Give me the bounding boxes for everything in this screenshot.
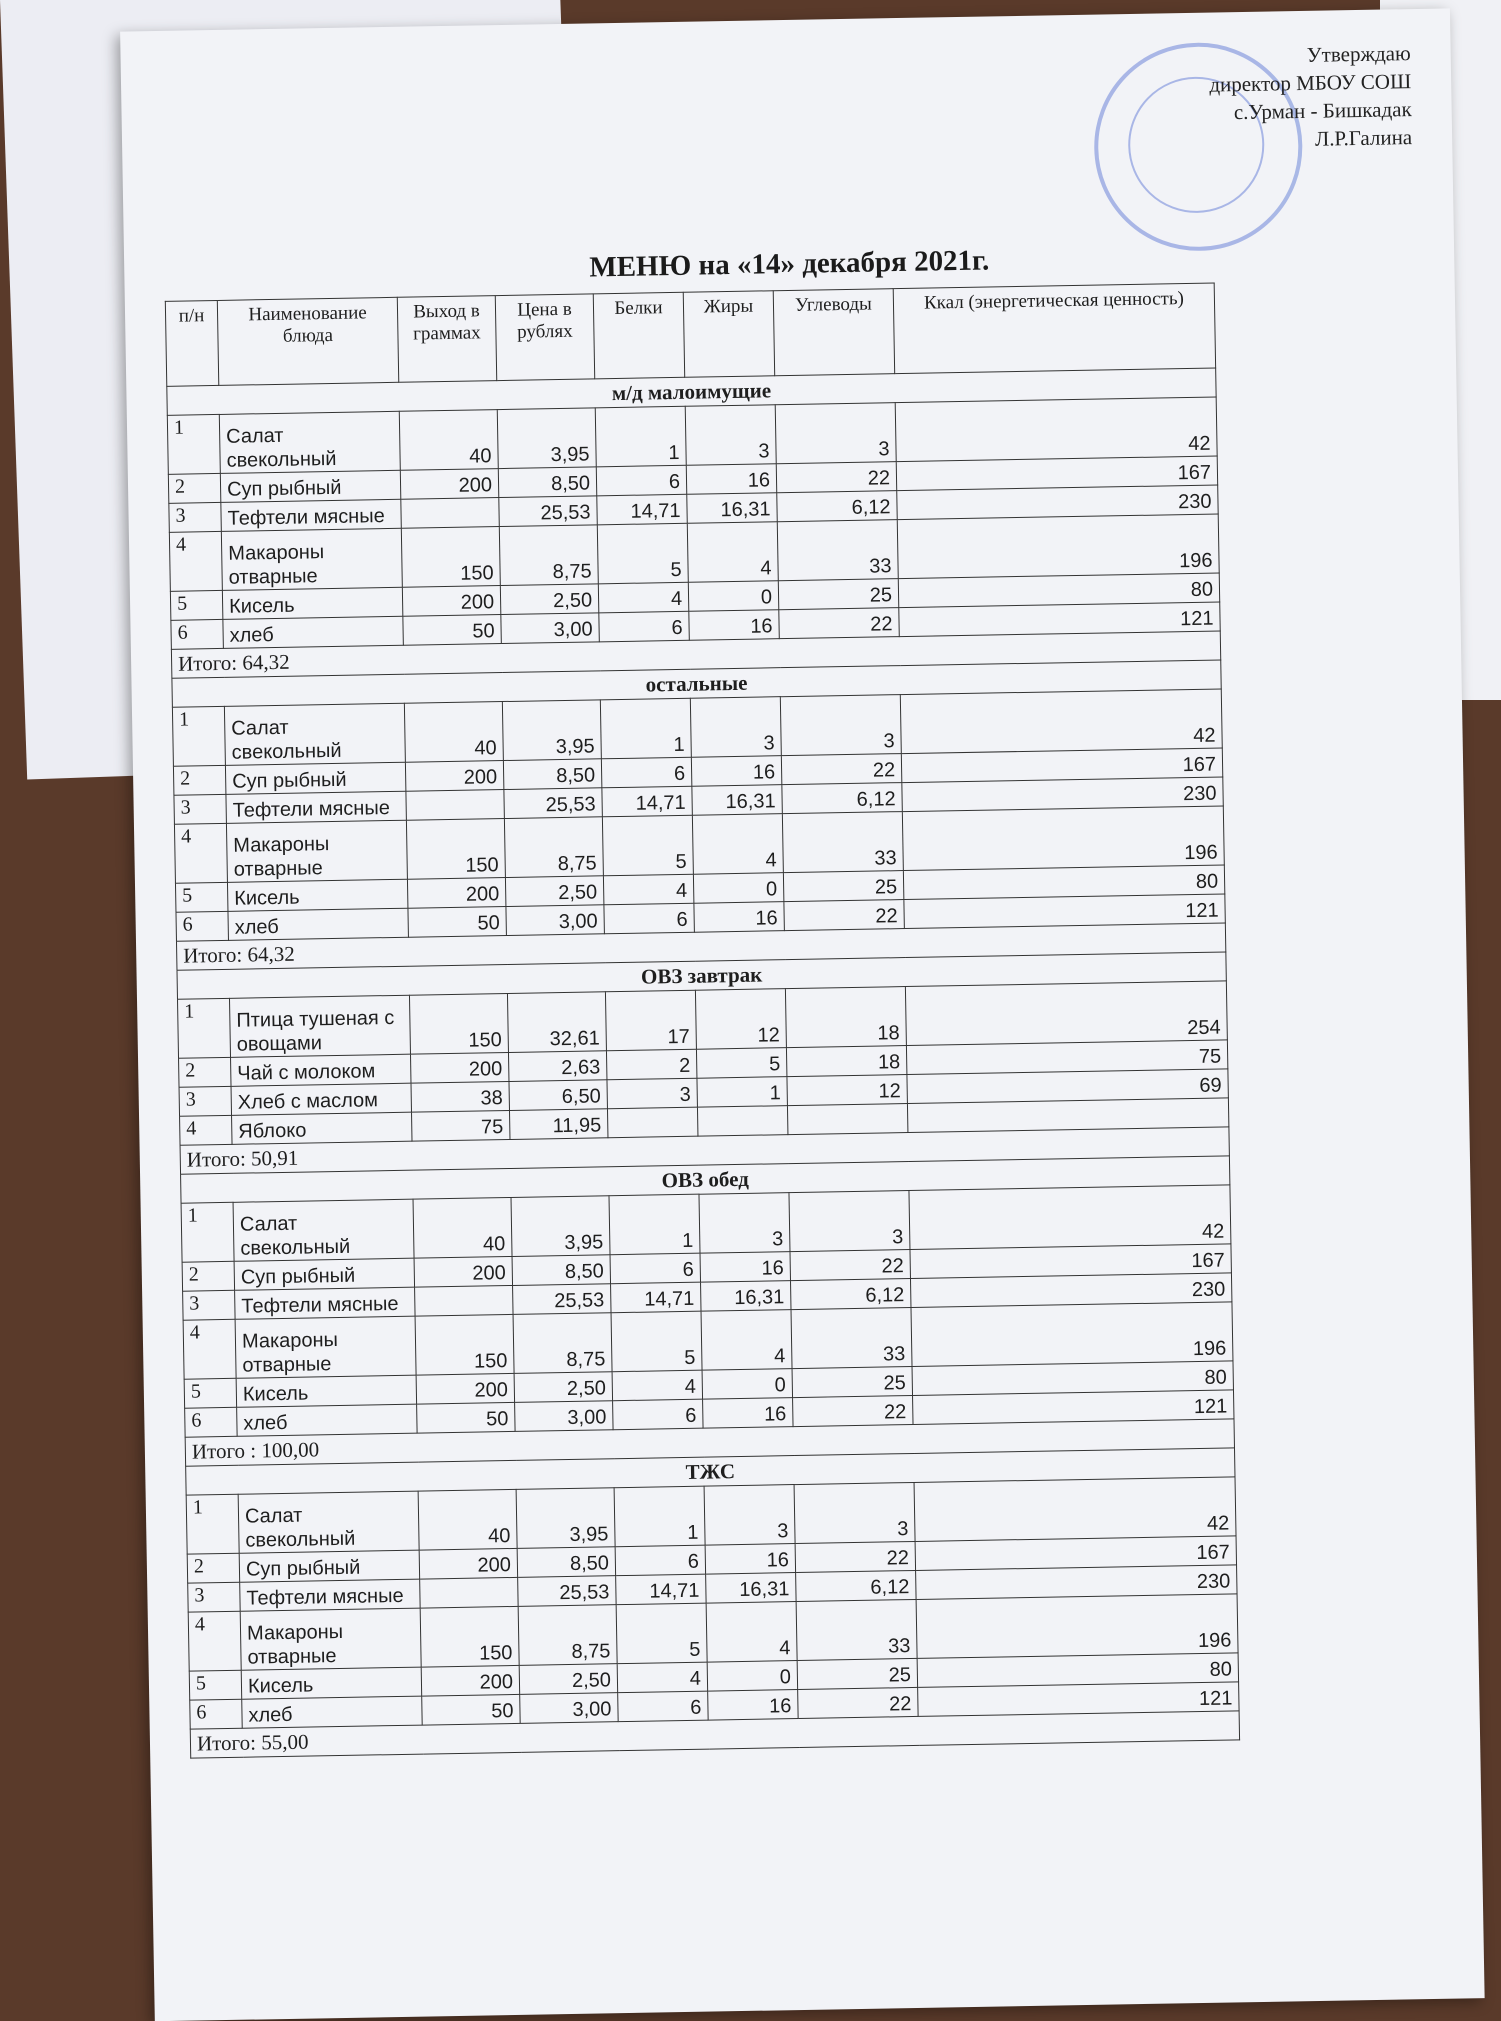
menu-sheet: [120, 8, 1485, 2021]
table-cell: 4: [603, 874, 693, 905]
section-total: Итого : 100,00: [185, 1419, 1234, 1466]
table-cell: 6,12: [796, 1570, 916, 1601]
table-cell: 1: [167, 414, 220, 474]
table-cell: 200: [407, 878, 505, 909]
table-cell: 1: [609, 1194, 700, 1255]
table-cell: 42: [909, 1185, 1231, 1250]
table-cell: 3: [704, 1485, 795, 1546]
table-cell: Суп рыбный: [220, 470, 400, 502]
table-cell: 3,00: [520, 1693, 618, 1724]
table-cell: 4: [617, 1662, 707, 1693]
section-title: ОВЗ обед: [181, 1156, 1230, 1203]
approval-line: директор МБОУ СОШ: [1209, 69, 1412, 97]
table-cell: 16,31: [706, 1573, 796, 1604]
table-cell: 16: [694, 902, 784, 933]
section-total: Итого: 64,32: [176, 923, 1225, 970]
table-cell: 25: [783, 871, 903, 902]
table-cell: Чай с молоком: [231, 1054, 411, 1086]
table-cell: 230: [902, 777, 1223, 812]
table-cell: 42: [900, 689, 1222, 754]
table-cell: 6: [176, 911, 228, 941]
table-cell: 200: [405, 761, 503, 792]
table-cell: 8,75: [499, 525, 598, 586]
table-cell: 50: [403, 615, 501, 646]
table-cell: [415, 1285, 513, 1316]
table-cell: 200: [410, 1052, 508, 1083]
header-cell: Цена в рублях: [495, 294, 594, 381]
table-cell: 5: [611, 1311, 702, 1372]
table-cell: 2,50: [514, 1372, 612, 1403]
table-cell: 6: [615, 1545, 705, 1576]
table-cell: 38: [411, 1081, 509, 1112]
table-cell: 4: [692, 814, 783, 875]
header-cell: Белки: [593, 292, 684, 379]
header-cell: Наименование блюда: [217, 297, 398, 385]
section-total: Итого: 64,32: [171, 631, 1220, 678]
table-cell: Суп рыбный: [239, 1550, 419, 1582]
table-cell: 3: [174, 794, 226, 824]
table-cell: 11,95: [509, 1109, 607, 1140]
section-title: ОВЗ завтрак: [177, 952, 1226, 999]
section-total: Итого: 50,91: [180, 1127, 1229, 1174]
table-cell: 4: [706, 1602, 797, 1663]
table-cell: 4: [188, 1611, 241, 1671]
table-cell: 5: [170, 590, 222, 620]
table-cell: Салат свекольный: [238, 1491, 419, 1553]
table-cell: 3: [699, 1193, 790, 1254]
table-cell: 8,50: [512, 1255, 610, 1286]
table-cell: 230: [897, 485, 1218, 520]
table-cell: 16: [686, 464, 776, 495]
table-cell: Суп рыбный: [225, 762, 405, 794]
table-cell: Макароны отварные: [235, 1316, 416, 1378]
header-cell: Углеводы: [773, 289, 894, 376]
table-cell: 22: [776, 462, 896, 493]
table-cell: 14,71: [616, 1574, 706, 1605]
table-cell: Макароны отварные: [240, 1608, 421, 1670]
table-cell: 22: [795, 1541, 915, 1572]
table-cell: 1: [186, 1494, 239, 1554]
table-cell: 200: [421, 1665, 519, 1696]
table-cell: 33: [782, 812, 903, 873]
table-cell: 196: [916, 1594, 1238, 1659]
table-cell: 16: [708, 1690, 798, 1721]
table-cell: 4: [183, 1319, 236, 1379]
table-cell: 5: [696, 1048, 786, 1079]
table-cell: 1: [614, 1486, 705, 1547]
table-cell: 25,53: [513, 1284, 611, 1315]
table-cell: 167: [910, 1244, 1231, 1279]
table-cell: 14,71: [611, 1282, 701, 1313]
table-cell: Тефтели мясные: [226, 791, 406, 823]
table-cell: 4: [169, 531, 222, 591]
table-cell: 32,61: [507, 992, 606, 1053]
page-title: МЕНЮ на «14» декабря 2021г.: [589, 244, 990, 284]
table-cell: 3,00: [501, 613, 599, 644]
table-cell: 6,12: [791, 1279, 911, 1310]
table-cell: 6,50: [509, 1080, 607, 1111]
table-cell: 200: [400, 469, 498, 500]
table-cell: Салат свекольный: [233, 1199, 414, 1261]
table-cell: 22: [779, 608, 899, 639]
table-cell: [607, 1107, 697, 1138]
table-cell: 230: [910, 1273, 1231, 1308]
header-cell: Выход в граммах: [397, 296, 496, 383]
table-cell: 150: [409, 993, 508, 1054]
table-cell: 22: [798, 1687, 918, 1718]
table-cell: 3,95: [497, 408, 596, 469]
table-cell: 42: [914, 1477, 1236, 1542]
approval-line: Л.Р.Галина: [1314, 125, 1413, 151]
table-cell: 6,12: [782, 783, 902, 814]
table-cell: 121: [913, 1390, 1234, 1425]
table-cell: 4: [687, 522, 778, 583]
table-cell: 254: [905, 981, 1227, 1046]
table-cell: 5: [602, 815, 693, 876]
approval-line: Утверждаю: [1306, 41, 1411, 67]
table-cell: Яблоко: [232, 1112, 412, 1144]
table-cell: 150: [415, 1314, 514, 1375]
section-title: м/д малоимущие: [167, 368, 1216, 415]
table-cell: 3,95: [516, 1488, 615, 1549]
table-cell: Салат свекольный: [219, 411, 400, 473]
table-cell: [406, 790, 504, 821]
table-cell: 25,53: [504, 788, 602, 819]
table-cell: 200: [414, 1256, 512, 1287]
table-cell: Кисель: [222, 587, 402, 619]
table-cell: Кисель: [227, 879, 407, 911]
table-cell: 2: [173, 765, 225, 795]
table-cell: 3,00: [506, 905, 604, 936]
table-cell: 80: [912, 1361, 1233, 1396]
table-cell: 200: [419, 1548, 517, 1579]
table-cell: 3: [607, 1078, 697, 1109]
table-cell: 3,95: [511, 1196, 610, 1257]
table-cell: 3: [690, 697, 781, 758]
header-cell: п/н: [165, 300, 218, 386]
table-cell: хлеб: [223, 616, 403, 648]
table-cell: 17: [605, 990, 696, 1051]
table-cell: 75: [412, 1110, 510, 1141]
table-cell: 5: [189, 1670, 241, 1700]
table-cell: 0: [707, 1661, 797, 1692]
table-cell: 2,63: [508, 1051, 606, 1082]
table-cell: 121: [918, 1682, 1239, 1717]
table-cell: 4: [612, 1370, 702, 1401]
table-cell: 8,50: [498, 467, 596, 498]
table-cell: 80: [898, 573, 1219, 608]
table-cell: [420, 1577, 518, 1608]
table-cell: 8,50: [503, 759, 601, 790]
table-cell: 8,75: [513, 1313, 612, 1374]
table-cell: 18: [785, 987, 906, 1048]
table-cell: 4: [180, 1115, 232, 1145]
table-cell: 50: [417, 1402, 515, 1433]
table-cell: 33: [791, 1307, 912, 1368]
table-cell: 33: [796, 1599, 917, 1660]
table-cell: 16: [691, 756, 781, 787]
table-cell: 4: [701, 1310, 792, 1371]
table-cell: Тефтели мясные: [221, 499, 401, 531]
table-cell: 14,71: [597, 494, 687, 525]
table-cell: 3: [183, 1290, 235, 1320]
table-cell: хлеб: [242, 1696, 422, 1728]
table-cell: 22: [781, 754, 901, 785]
table-cell: 3: [169, 502, 221, 532]
table-cell: 1: [177, 998, 230, 1058]
table-cell: 40: [418, 1489, 517, 1550]
table-cell: 200: [402, 586, 500, 617]
table-cell: Макароны отварные: [221, 528, 402, 590]
table-cell: 25,53: [499, 496, 597, 527]
table-cell: 40: [413, 1197, 512, 1258]
table-cell: 150: [406, 819, 505, 880]
table-cell: Салат свекольный: [224, 703, 405, 765]
table-cell: 16,31: [701, 1281, 791, 1312]
table-cell: 3: [775, 403, 896, 464]
table-cell: 6: [613, 1399, 703, 1430]
table-cell: 4: [598, 582, 688, 613]
table-cell: 3: [188, 1582, 240, 1612]
table-cell: 40: [404, 702, 503, 763]
table-cell: 16,31: [692, 785, 782, 816]
table-cell: 5: [597, 523, 688, 584]
table-cell: 12: [787, 1075, 907, 1106]
table-cell: 80: [917, 1653, 1238, 1688]
table-cell: 50: [408, 907, 506, 938]
table-cell: 42: [895, 397, 1217, 462]
table-cell: 121: [904, 894, 1225, 929]
table-cell: 16,31: [687, 493, 777, 524]
table-cell: Кисель: [236, 1375, 416, 1407]
table-cell: 2,50: [505, 876, 603, 907]
section-total: Итого: 55,00: [190, 1711, 1239, 1758]
table-cell: 6,12: [777, 491, 897, 522]
table-cell: 1: [595, 406, 686, 467]
table-cell: хлеб: [237, 1404, 417, 1436]
table-cell: 3: [179, 1086, 231, 1116]
table-cell: 6: [601, 757, 691, 788]
approval-block: [1209, 39, 1413, 155]
table-cell: 1: [600, 698, 691, 759]
table-cell: 16: [689, 610, 779, 641]
table-cell: 6: [599, 611, 689, 642]
table-cell: 2,50: [500, 584, 598, 615]
table-cell: 6: [171, 619, 223, 649]
section-title: ТЖС: [186, 1448, 1235, 1495]
table-cell: 5: [616, 1603, 707, 1664]
table-cell: 6: [610, 1253, 700, 1284]
table-cell: 69: [907, 1069, 1228, 1104]
table-cell: 121: [899, 602, 1220, 637]
table-cell: 5: [184, 1378, 236, 1408]
table-cell: [787, 1104, 907, 1135]
table-cell: 16: [705, 1544, 795, 1575]
table-cell: 200: [416, 1373, 514, 1404]
table-cell: 3,95: [502, 700, 601, 761]
table-cell: 2,50: [519, 1664, 617, 1695]
table-cell: Тефтели мясные: [235, 1287, 415, 1319]
table-cell: [401, 498, 499, 529]
table-cell: 0: [688, 581, 778, 612]
table-cell: 14,71: [602, 786, 692, 817]
table-cell: 167: [896, 456, 1217, 491]
table-cell: 150: [420, 1606, 519, 1667]
table-cell: 22: [784, 900, 904, 931]
header-cell: Жиры: [683, 291, 774, 378]
table-cell: 40: [399, 410, 498, 471]
table-cell: 167: [915, 1536, 1236, 1571]
table-cell: 3: [685, 405, 776, 466]
table-cell: 1: [697, 1077, 787, 1108]
table-cell: 6: [596, 465, 686, 496]
table-cell: 16: [700, 1252, 790, 1283]
table-cell: 167: [901, 748, 1222, 783]
table-cell: 2: [187, 1553, 239, 1583]
table-cell: Суп рыбный: [234, 1258, 414, 1290]
table-cell: 80: [903, 865, 1224, 900]
table-cell: 50: [422, 1694, 520, 1725]
table-cell: Макароны отварные: [226, 820, 407, 882]
table-cell: 2: [179, 1057, 231, 1087]
table-cell: хлеб: [228, 908, 408, 940]
table-cell: Хлеб с маслом: [231, 1083, 411, 1115]
table-cell: 8,50: [517, 1547, 615, 1578]
header-cell: Ккал (энергетическая ценность): [893, 283, 1215, 374]
table-cell: 25: [778, 579, 898, 610]
table-cell: 18: [786, 1046, 906, 1077]
table-cell: 16: [703, 1398, 793, 1429]
menu-table-body: [167, 368, 1240, 1758]
table-cell: 3: [789, 1191, 910, 1252]
table-cell: 3: [794, 1482, 915, 1543]
table-cell: [697, 1106, 787, 1137]
section-title: остальные: [172, 660, 1221, 707]
table-cell: 1: [181, 1202, 234, 1262]
table-cell: 0: [702, 1369, 792, 1400]
table-cell: Тефтели мясные: [240, 1579, 420, 1611]
table-cell: 6: [190, 1699, 242, 1729]
menu-table: [165, 283, 1240, 1759]
table-cell: 75: [906, 1040, 1227, 1075]
table-cell: 3,00: [515, 1401, 613, 1432]
table-cell: 6: [618, 1691, 708, 1722]
table-cell: 196: [902, 806, 1224, 871]
table-cell: 196: [897, 514, 1219, 579]
table-cell: 1: [172, 706, 225, 766]
table-cell: 25: [797, 1658, 917, 1689]
table-cell: 2: [606, 1049, 696, 1080]
table-cell: 196: [911, 1302, 1233, 1367]
table-cell: 4: [174, 823, 227, 883]
approval-line: с.Урман - Бишкадак: [1233, 97, 1412, 125]
table-cell: 3: [780, 695, 901, 756]
table-cell: 22: [790, 1250, 910, 1281]
table-cell: Птица тушеная с овощами: [229, 995, 410, 1057]
table-cell: 12: [695, 989, 786, 1050]
table-cell: 230: [916, 1565, 1237, 1600]
table-cell: 6: [604, 903, 694, 934]
table-cell: 150: [401, 527, 500, 588]
table-cell: 22: [793, 1395, 913, 1426]
table-cell: 8,75: [518, 1605, 617, 1666]
table-cell: 33: [777, 520, 898, 581]
table-cell: 0: [693, 873, 783, 904]
table-cell: 6: [185, 1407, 237, 1437]
table-cell: 25,53: [518, 1576, 616, 1607]
table-cell: 25: [792, 1366, 912, 1397]
table-cell: Кисель: [241, 1667, 421, 1699]
table-cell: 2: [182, 1261, 234, 1291]
table-cell: 2: [168, 473, 220, 503]
table-cell: 5: [175, 882, 227, 912]
table-cell: 8,75: [504, 817, 603, 878]
